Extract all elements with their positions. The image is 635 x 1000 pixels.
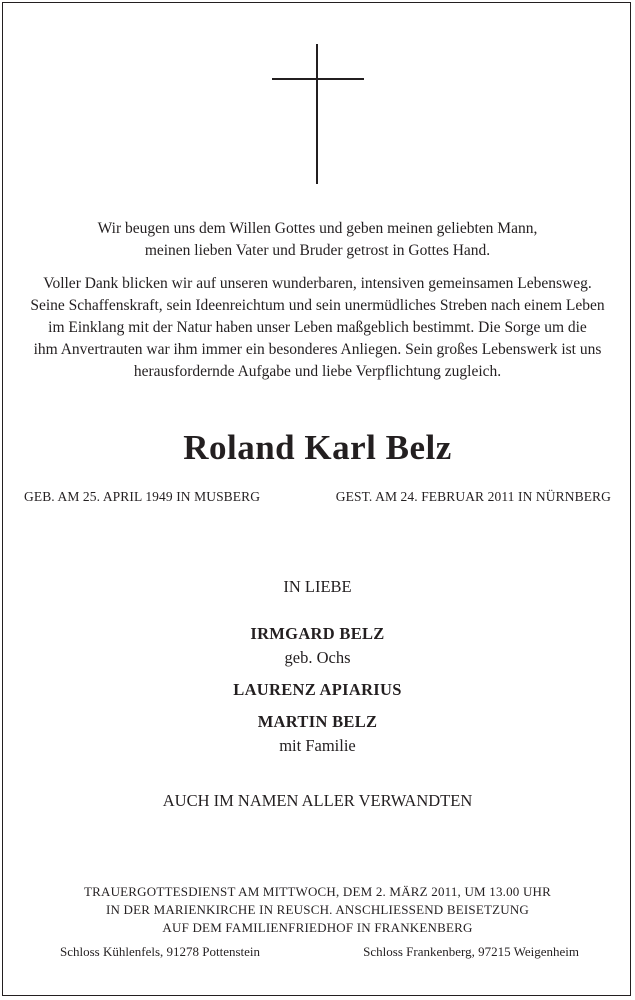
service-line: TRAUERGOTTESDIENST AM MITTWOCH, DEM 2. MÄRZ 2011, UM 13.00 UHR bbox=[83, 884, 552, 899]
address-right: Schloss Frankenberg, 97215 Weigenheim bbox=[363, 944, 579, 959]
deceased-name: Roland Karl Belz bbox=[183, 428, 452, 467]
gratitude-line: ihm Anvertrauten war ihm immer ein besonderes Anliegen. Sein großes Lebenswerk ist uns bbox=[33, 341, 602, 358]
service-line: IN DER MARIENKIRCHE IN REUSCH. ANSCHLIESSEND BEISETZUNG bbox=[105, 902, 530, 917]
in-love-heading: IN LIEBE bbox=[283, 577, 352, 596]
mourner-name: IRMGARD BELZ bbox=[250, 624, 385, 643]
mourner-name: MARTIN BELZ bbox=[257, 712, 378, 731]
address-left: Schloss Kühlenfels, 91278 Pottenstein bbox=[60, 944, 261, 959]
service-info bbox=[0, 883, 635, 937]
gratitude-line: Voller Dank blicken wir auf unseren wunderbaren, intensiven gemeinsamen Lebensweg. bbox=[43, 275, 592, 292]
gratitude-text bbox=[0, 273, 635, 383]
gratitude-line: herausfordernde Aufgabe und liebe Verpflichtung zugleich. bbox=[133, 363, 502, 380]
gratitude-line: im Einklang mit der Natur haben unser Leben maßgeblich bestimmt. Die Sorge um die bbox=[48, 319, 587, 336]
service-line: AUF DEM FAMILIENFRIEDHOF IN FRANKENBERG bbox=[162, 920, 473, 935]
mourner-subtitle: geb. Ochs bbox=[284, 648, 351, 667]
death-date: GEST. AM 24. FEBRUAR 2011 IN NÜRNBERG bbox=[335, 489, 611, 504]
intro-line: Wir beugen uns dem Willen Gottes und geben meinen geliebten Mann, bbox=[97, 220, 538, 237]
gratitude-line: Seine Schaffenskraft, sein Ideenreichtum und sein unermüdliches Streben nach einem Leben bbox=[30, 297, 605, 314]
intro-line: meinen lieben Vater und Bruder getrost in Gottes Hand. bbox=[144, 242, 491, 259]
intro-text bbox=[0, 218, 635, 262]
birth-date: GEB. AM 25. APRIL 1949 IN MUSBERG bbox=[24, 489, 261, 504]
relatives-line: AUCH IM NAMEN ALLER VERWANDTEN bbox=[162, 791, 473, 810]
cross-icon bbox=[272, 44, 364, 184]
mourner-subtitle: mit Familie bbox=[279, 736, 356, 755]
mourner-name: LAURENZ APIARIUS bbox=[233, 680, 402, 699]
